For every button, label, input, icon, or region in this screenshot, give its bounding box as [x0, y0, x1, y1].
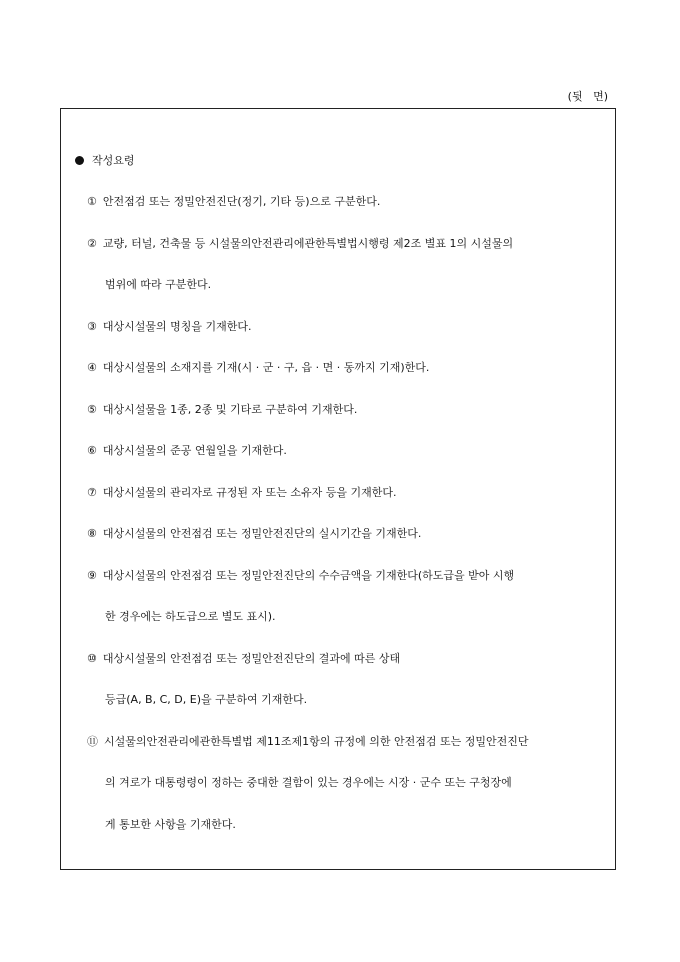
item-number: ⑥	[87, 444, 97, 457]
item-number: ②	[87, 237, 97, 250]
instruction-item-2	[87, 237, 591, 251]
item-number: ⑧	[87, 527, 97, 540]
item-number: ③	[87, 320, 97, 333]
item-number: ⑨	[87, 569, 97, 582]
instruction-item-5	[87, 403, 357, 417]
item-text: 대상시설물의 관리자로 규정된 자 또는 소유자 등을 기재한다.	[102, 486, 397, 499]
item-number: ⑩	[87, 652, 97, 665]
instruction-item-9	[87, 569, 514, 583]
item-text: 대상시설물의 안전점검 또는 정밀안전진단의 수수금액을 기재한다(하도급을 받아 시행	[102, 569, 515, 582]
instructions-box	[60, 108, 616, 870]
header-text: 작성요령	[92, 154, 135, 167]
page-side-label: (뒷 면)	[567, 90, 608, 103]
instruction-item-7	[87, 486, 397, 500]
instruction-item-4	[87, 361, 429, 375]
instruction-item-10-cont: 등급(A, B, C, D, E)을 구분하여 기재한다.	[105, 693, 308, 706]
item-number: ④	[87, 361, 97, 374]
instruction-item-11-cont: 의 겨로가 대통령령이 정하는 중대한 결함이 있는 경우에는 시장 · 군수 또는 구청장에	[105, 776, 512, 789]
instruction-item-11	[87, 735, 529, 749]
instruction-item-8	[87, 527, 421, 541]
instruction-item-10	[87, 652, 400, 666]
bullet-icon	[75, 156, 84, 165]
instruction-item-3	[87, 320, 252, 334]
item-text: 대상시설물의 명칭을 기재한다.	[102, 320, 252, 333]
instruction-item-9-cont: 한 경우에는 하도급으로 별도 표시).	[105, 610, 276, 623]
item-text: 대상시설물의 소재지를 기재(시 · 군 · 구, 읍 · 면 · 동까지 기재)한다.	[102, 361, 430, 374]
item-text: 교량, 터널, 건축물 등 시설물의안전관리에관한특별법시행령 제2조 별표 1의 시설물의	[102, 237, 514, 250]
instruction-item-1	[87, 195, 380, 209]
item-text: 대상시설물의 안전점검 또는 정밀안전진단의 결과에 따른 상태	[102, 652, 401, 665]
instruction-item-6	[87, 444, 287, 458]
item-text: 안전점검 또는 정밀안전진단(정기, 기타 등)으로 구분한다.	[102, 195, 381, 208]
item-number: ⑦	[87, 486, 97, 499]
item-text: 대상시설물을 1종, 2종 및 기타로 구분하여 기재한다.	[102, 403, 358, 416]
item-text: 시설물의안전관리에관한특별법 제11조제1항의 규정에 의한 안전점검 또는 정밀안전진단	[104, 735, 529, 748]
item-number: ⑪	[87, 735, 98, 748]
item-number: ⑤	[87, 403, 97, 416]
item-text: 대상시설물의 준공 연월일을 기재한다.	[102, 444, 287, 457]
instruction-item-11-cont2: 게 통보한 사항을 기재한다.	[105, 818, 236, 831]
item-text: 대상시설물의 안전점검 또는 정밀안전진단의 실시기간을 기재한다.	[102, 527, 422, 540]
item-number: ①	[87, 195, 97, 208]
instruction-item-2-cont: 범위에 따라 구분한다.	[105, 278, 212, 291]
instructions-header	[75, 154, 135, 168]
